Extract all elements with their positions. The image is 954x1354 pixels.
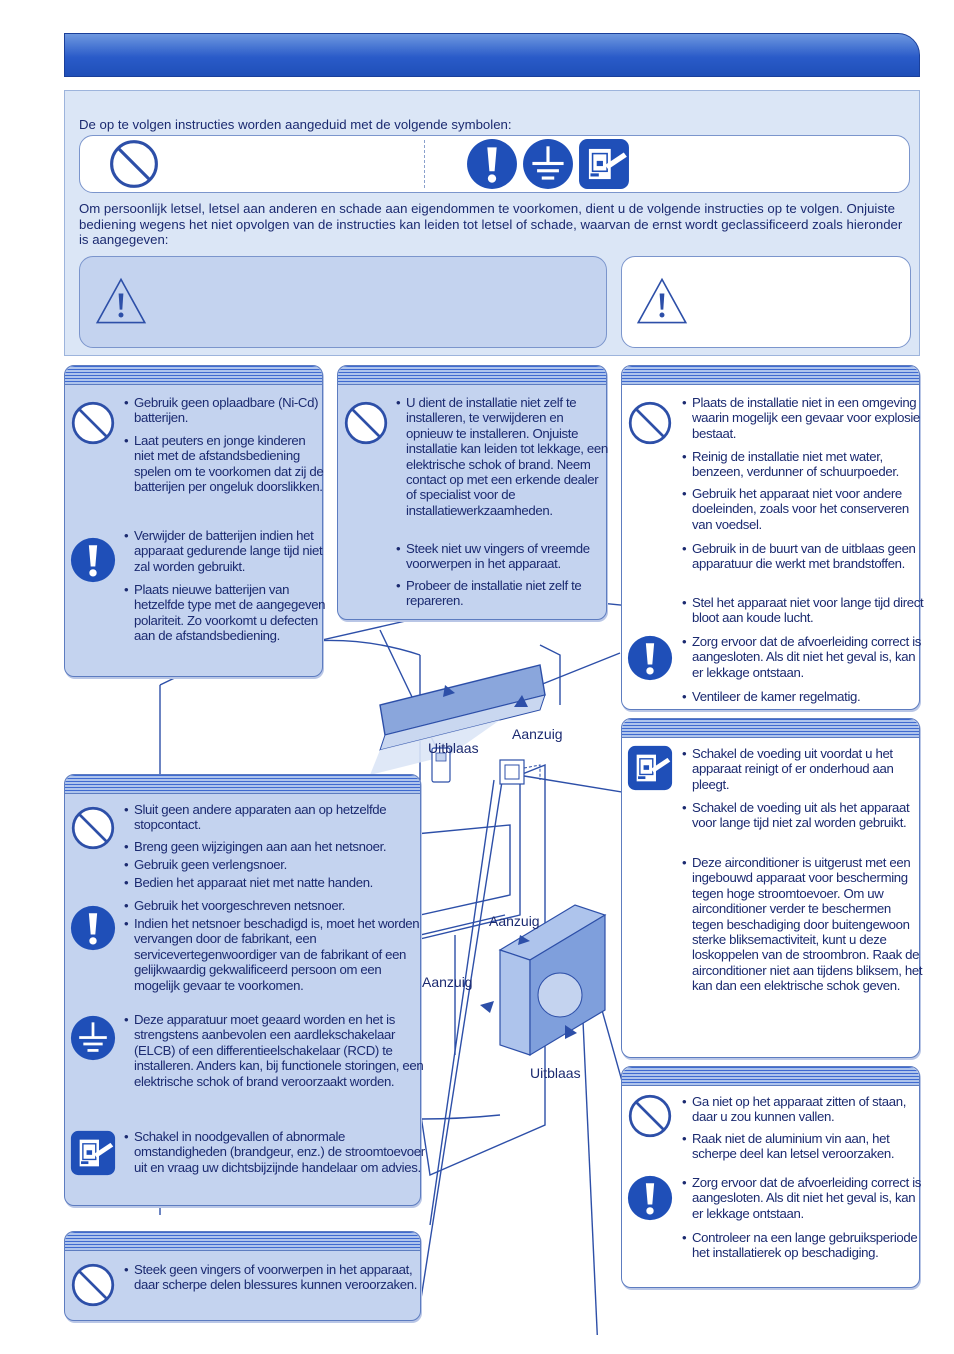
indoor-forbid-item: • Gebruik het apparaat niet voor andere doeleinden, zoals voor het conserveren van voedsel. [682,486,924,532]
intro-lead: De op te volgen instructies worden aangeduid met de volgende symbolen: [79,117,512,132]
legend-divider [424,140,425,188]
indoor-forbid-item: • Reinig de installatie niet met water, benzeen, verdunner of schuurpoeder. [682,449,924,480]
unplug-icon [70,1130,116,1176]
outdoor-forbid-item: • Raak niet de aluminium vin aan, het scherpe deel kan letsel veroorzaken. [682,1131,924,1162]
intro-body: Om persoonlijk letsel, letsel aan anderen en schade aan eigendommen te voorkomen, dient u de volgende instructies op te volgen. Onjuiste bediening wegens het niet opvolgen van de instructies kan leiden tot letsel of schade, waarvan de ernst wordt geclassificeerd zoals hieronder is aangegeven: [79,201,903,247]
plug-unplug-item: • Schakel in noodgevallen of abnormale omstandigheden (brandgeur, enz.) de stroomtoevoer uit en vraag uw dichtsbijzijnde handelaar om advies. [124,1129,426,1175]
remote-forbid-item: • Laat peuters en jonge kinderen niet met de afstandsbediening spelen om te voorkomen dat zij de batterijen per ongeluk doorslikken. [124,433,326,495]
install-forbid-item: • U dient de installatie niet zelf te installeren, te verwijderen en opnieuw te installeren. Onjuiste installatie kan leiden tot lekkage, een elektrische schok of brand. Neem contact op met een erkende dealer of specialist voor de installatiewerkzaamheden. [396,395,610,518]
power-unplug-item: • Deze airconditioner is uitgerust met een ingebouwd apparaat voor bescherming tegen hoge stroomtoevoer. Om uw airconditioner verder te beschermen tegen beschadiging door buitengewoon sterke bliksemactiviteit, kunt u deze loskoppelen van de stroombron. Raak de airconditioner niet aan tijdens bliksem, het kan dan een elektrische schok geven. [682,855,924,994]
mandatory-icon [70,537,116,583]
outdoor-must-item: • Controleer na een lange gebruiksperiode het installatierek op beschadiging. [682,1230,924,1261]
power-unplug-item: • Schakel de voeding uit als het apparaat voor lange tijd niet zal worden gebruikt. [682,800,924,831]
earth-icon [70,1015,116,1061]
label-uitblaas-outdoor: Uitblaas [530,1065,581,1081]
warning-box [79,256,607,348]
plug-earth-item: • Deze apparatuur moet geaard worden en het is strengstens aanbevolen een aardlekschakelaar (ELCB) of een differentieelschakelaar (RCD) te installeren. Anders kan, bij functionele storingen, een elektrische schok of brand veroorzaakt worden. [124,1012,426,1089]
earth-icon [522,138,574,190]
indoor-must-item: • Zorg ervoor dat de afvoerleiding correct is aangesloten. Als dit niet het geval is, kan er lekkage ontstaan. [682,634,924,680]
indoor-must-item: • Ventileer de kamer regelmatig. [682,689,924,704]
forbid-icon [108,138,160,190]
forbid-icon [70,805,116,851]
forbid-icon [627,1093,673,1139]
forbid-icon [70,1262,116,1308]
plug-forbid-item: • Breng geen wijzigingen aan aan het netsnoer. [124,839,426,854]
label-aanzuig-left: Aanzuig [422,974,473,990]
fingers-forbid-item: • Steek geen vingers of voorwerpen in het apparaat, daar scherpe delen blessures kunnen veroorzaken. [124,1262,426,1293]
mandatory-icon [70,905,116,951]
plug-forbid-item: • Gebruik geen verlengsnoer. [124,857,426,872]
power-unplug-item: • Schakel de voeding uit voordat u het apparaat reinigt of er onderhoud aan pleegt. [682,746,924,792]
label-aanzuig-top: Aanzuig [489,913,540,929]
plug-must-item: • Gebruik het voorgeschreven netsnoer. [124,898,426,913]
label-aanzuig-indoor: Aanzuig [512,726,563,742]
caution-triangle-icon [635,276,689,326]
mandatory-icon [627,635,673,681]
unplug-icon [578,138,630,190]
remote-forbid-item: • Gebruik geen oplaadbare (Ni-Cd) batterijen. [124,395,326,426]
mandatory-icon [466,138,518,190]
forbid-icon [70,400,116,446]
indoor-forbid-item: • Gebruik in de buurt van de uitblaas geen apparatuur die werkt met brandstoffen. [682,541,924,572]
forbid-icon [343,400,389,446]
unplug-icon [627,745,673,791]
forbid-icon [627,400,673,446]
warning-triangle-icon [94,276,148,326]
title-bar [64,33,920,77]
install-forbid-item: • Steek niet uw vingers of vreemde voorwerpen in het apparaat. [396,541,610,572]
outdoor-must-item: • Zorg ervoor dat de afvoerleiding correct is aangesloten. Als dit niet het geval is, kan er lekkage ontstaan. [682,1175,924,1221]
install-forbid-item: • Probeer de installatie niet zelf te repareren. [396,578,610,609]
indoor-forbid-item: • Stel het apparaat niet voor lange tijd direct bloot aan koude lucht. [682,595,924,626]
label-uitblaas-indoor: Uitblaas [428,740,479,756]
mandatory-icon [627,1175,673,1221]
remote-must-item: • Verwijder de batterijen indien het apparaat gedurende lange tijd niet zal worden gebruikt. [124,528,326,574]
plug-forbid-item: • Bedien het apparaat niet met natte handen. [124,875,426,890]
indoor-forbid-item: • Plaats de installatie niet in een omgeving waarin mogelijk een gevaar voor explosie bestaat. [682,395,924,441]
remote-must-item: • Plaats nieuwe batterijen van hetzelfde type met de aangegeven polariteit. Zo voorkomt u defecten aan de afstandsbediening. [124,582,326,644]
outdoor-forbid-item: • Ga niet op het apparaat zitten of staan, daar u zou kunnen vallen. [682,1094,924,1125]
plug-forbid-item: • Sluit geen andere apparaten aan op hetzelfde stopcontact. [124,802,426,833]
plug-must-item: • Indien het netsnoer beschadigd is, moet het worden vervangen door de fabrikant, een servicevertegenwoordiger van de fabrikant of een gelijkwaardig gekwalificeerd persoon om een mogelijk gevaar te voorkomen. [124,916,426,993]
